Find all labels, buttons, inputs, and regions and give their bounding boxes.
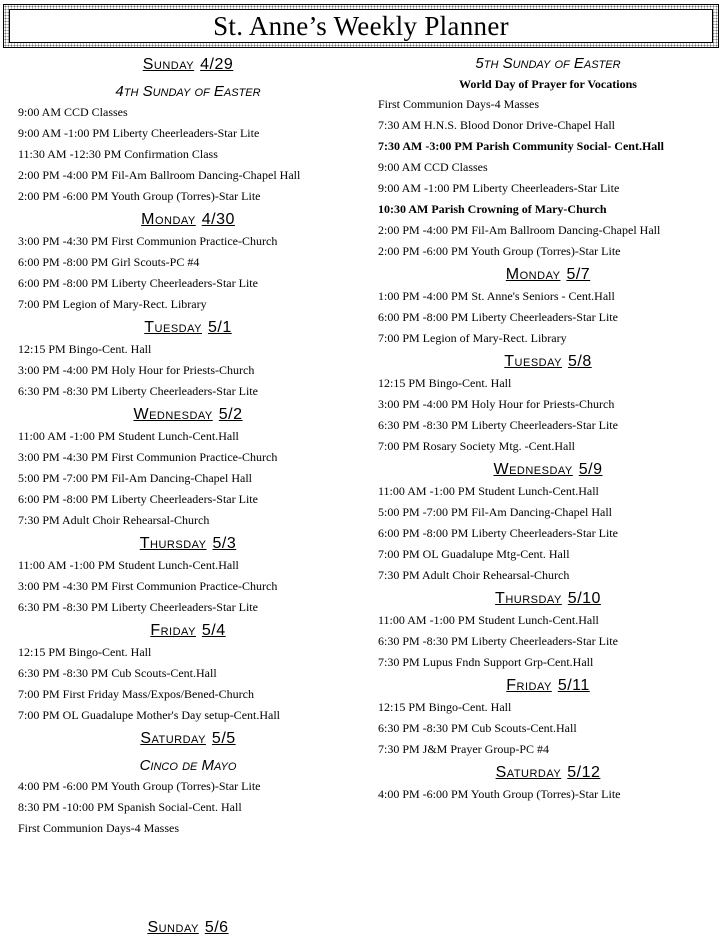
day-heading — [378, 675, 718, 697]
day-heading — [18, 54, 358, 76]
day-name: Wednesday — [493, 461, 573, 478]
day-name: Monday — [141, 211, 196, 228]
day-date: 4/29 — [200, 56, 234, 73]
event-item: 11:30 AM -12:30 PM Confirmation Class — [18, 147, 218, 161]
event-list — [378, 94, 718, 262]
event-item: 7:00 PM Legion of Mary-Rect. Library — [378, 331, 567, 345]
event-item: 7:00 PM First Friday Mass/Expos/Bened-Church — [18, 687, 254, 701]
event-item: 2:00 PM -4:00 PM Fil-Am Ballroom Dancing-Chapel Hall — [18, 168, 301, 182]
event-item: 7:30 PM J&M Prayer Group-PC #4 — [378, 742, 550, 756]
event-item: 6:00 PM -8:00 PM Liberty Cheerleaders-Star Lite — [18, 492, 258, 506]
event-item: 7:00 PM OL Guadalupe Mother's Day setup-Cent.Hall — [18, 708, 281, 722]
day-heading — [378, 351, 718, 373]
event-item: 12:15 PM Bingo-Cent. Hall — [378, 700, 512, 714]
event-list — [378, 610, 718, 673]
day-subtitle-secondary: World Day of Prayer for Vocations — [459, 77, 637, 91]
day-heading — [18, 620, 358, 642]
page-title: St. Anne’s Weekly Planner — [213, 10, 509, 41]
event-item: 7:00 PM Rosary Society Mtg. -Cent.Hall — [378, 439, 575, 453]
event-item: 3:00 PM -4:00 PM Holy Hour for Priests-Church — [18, 363, 255, 377]
title-banner — [3, 4, 719, 48]
event-list — [18, 642, 358, 726]
day-heading — [378, 459, 718, 481]
event-item: 12:15 PM Bingo-Cent. Hall — [18, 342, 152, 356]
event-item: 7:00 PM OL Guadalupe Mtg-Cent. Hall — [378, 547, 570, 561]
right-column — [378, 54, 718, 805]
day-heading — [18, 317, 358, 339]
event-item: 3:00 PM -4:00 PM Holy Hour for Priests-Church — [378, 397, 615, 411]
event-list — [378, 373, 718, 457]
event-item: 2:00 PM -6:00 PM Youth Group (Torres)-Star Lite — [18, 189, 261, 203]
event-item: 11:00 AM -1:00 PM Student Lunch-Cent.Hall — [18, 429, 239, 443]
event-item: 11:00 AM -1:00 PM Student Lunch-Cent.Hall — [378, 613, 599, 627]
event-item: 8:30 PM -10:00 PM Spanish Social-Cent. Hall — [18, 800, 242, 814]
event-item: 6:00 PM -8:00 PM Liberty Cheerleaders-Star Lite — [378, 310, 618, 324]
event-item: 7:30 PM Adult Choir Rehearsal-Church — [378, 568, 570, 582]
event-item: 9:00 AM -1:00 PM Liberty Cheerleaders-Star Lite — [378, 181, 620, 195]
day-heading — [378, 588, 718, 610]
day-subtitle: 5th Sunday of Easter — [475, 55, 621, 72]
event-item: 11:00 AM -1:00 PM Student Lunch-Cent.Hall — [18, 558, 239, 572]
event-item: 6:00 PM -8:00 PM Liberty Cheerleaders-Star Lite — [378, 526, 618, 540]
event-item: 6:30 PM -8:30 PM Liberty Cheerleaders-Star Lite — [378, 634, 618, 648]
event-list — [18, 102, 358, 207]
event-list — [18, 231, 358, 315]
event-item: 4:00 PM -6:00 PM Youth Group (Torres)-Star Lite — [378, 787, 621, 801]
event-item: 6:30 PM -8:30 PM Cub Scouts-Cent.Hall — [18, 666, 217, 680]
day-date: 5/1 — [207, 319, 232, 336]
event-item: 12:15 PM Bingo-Cent. Hall — [18, 645, 152, 659]
event-item: First Communion Days-4 Masses — [18, 821, 180, 835]
day-name: Sunday — [147, 919, 199, 936]
event-item: First Communion Days-4 Masses — [378, 97, 540, 111]
day-name: Wednesday — [133, 406, 213, 423]
event-list — [378, 784, 718, 805]
day-heading — [378, 264, 718, 286]
event-item: 9:00 AM CCD Classes — [18, 105, 128, 119]
event-list — [378, 286, 718, 349]
event-item: 6:30 PM -8:30 PM Cub Scouts-Cent.Hall — [378, 721, 577, 735]
event-item: 4:00 PM -6:00 PM Youth Group (Torres)-Star Lite — [18, 779, 261, 793]
day-name: Thursday — [139, 535, 207, 552]
day-date: 5/3 — [212, 535, 237, 552]
day-name: Friday — [150, 622, 196, 639]
event-item: 7:30 PM Adult Choir Rehearsal-Church — [18, 513, 210, 527]
event-item: 7:30 PM Lupus Fndn Support Grp-Cent.Hall — [378, 655, 594, 669]
day-subtitle: 4th Sunday of Easter — [115, 83, 261, 100]
day-date: 5/10 — [567, 590, 601, 607]
day-heading — [18, 917, 358, 939]
event-list — [18, 426, 358, 531]
event-item: 12:15 PM Bingo-Cent. Hall — [378, 376, 512, 390]
day-date: 5/4 — [201, 622, 226, 639]
day-name: Tuesday — [504, 353, 562, 370]
day-date: 5/9 — [578, 461, 603, 478]
event-item: 1:00 PM -4:00 PM St. Anne's Seniors - Cent.Hall — [378, 289, 615, 303]
day-date: 5/11 — [557, 677, 590, 694]
day-subtitle: Cinco de Mayo — [139, 757, 237, 774]
day-name: Saturday — [140, 730, 206, 747]
event-item: 10:30 AM Parish Crowning of Mary-Church — [378, 202, 607, 216]
day-date: 5/2 — [218, 406, 243, 423]
left-column — [18, 54, 358, 939]
day-name: Thursday — [495, 590, 562, 607]
day-date: 5/5 — [211, 730, 236, 747]
event-item: 6:30 PM -8:30 PM Liberty Cheerleaders-Star Lite — [18, 600, 258, 614]
event-item: 7:00 PM Legion of Mary-Rect. Library — [18, 297, 207, 311]
event-item: 2:00 PM -4:00 PM Fil-Am Ballroom Dancing-Chapel Hall — [378, 223, 661, 237]
event-item: 3:00 PM -4:30 PM First Communion Practice-Church — [18, 450, 278, 464]
event-list — [18, 555, 358, 618]
day-heading — [18, 209, 358, 231]
day-date: 5/7 — [566, 266, 591, 283]
day-date: 4/30 — [201, 211, 235, 228]
day-date: 5/12 — [567, 764, 601, 781]
day-heading — [18, 728, 358, 750]
event-item: 11:00 AM -1:00 PM Student Lunch-Cent.Hall — [378, 484, 599, 498]
spacer — [18, 839, 358, 915]
event-item: 9:00 AM CCD Classes — [378, 160, 488, 174]
event-list — [18, 776, 358, 839]
event-item: 6:30 PM -8:30 PM Liberty Cheerleaders-Star Lite — [18, 384, 258, 398]
event-item: 5:00 PM -7:00 PM Fil-Am Dancing-Chapel Hall — [378, 505, 612, 519]
day-date: 5/8 — [567, 353, 592, 370]
day-heading — [378, 762, 718, 784]
event-item: 6:30 PM -8:30 PM Liberty Cheerleaders-Star Lite — [378, 418, 618, 432]
event-item: 2:00 PM -6:00 PM Youth Group (Torres)-Star Lite — [378, 244, 621, 258]
event-item: 6:00 PM -8:00 PM Liberty Cheerleaders-Star Lite — [18, 276, 258, 290]
day-name: Saturday — [495, 764, 562, 781]
event-item: 6:00 PM -8:00 PM Girl Scouts-PC #4 — [18, 255, 200, 269]
day-name: Friday — [506, 677, 552, 694]
day-name: Sunday — [142, 56, 195, 73]
event-list — [18, 339, 358, 402]
day-heading — [18, 404, 358, 426]
event-list — [378, 697, 718, 760]
day-name: Monday — [505, 266, 561, 283]
day-date: 5/6 — [204, 919, 229, 936]
event-item: 5:00 PM -7:00 PM Fil-Am Dancing-Chapel Hall — [18, 471, 252, 485]
event-item: 7:30 AM -3:00 PM Parish Community Social- Cent.Hall — [378, 139, 664, 153]
event-item: 3:00 PM -4:30 PM First Communion Practice-Church — [18, 579, 278, 593]
event-item: 9:00 AM -1:00 PM Liberty Cheerleaders-Star Lite — [18, 126, 260, 140]
day-heading — [18, 533, 358, 555]
event-item: 7:30 AM H.N.S. Blood Donor Drive-Chapel Hall — [378, 118, 615, 132]
event-item: 3:00 PM -4:30 PM First Communion Practice-Church — [18, 234, 278, 248]
title-frame — [9, 9, 713, 43]
event-list — [378, 481, 718, 586]
day-name: Tuesday — [144, 319, 202, 336]
